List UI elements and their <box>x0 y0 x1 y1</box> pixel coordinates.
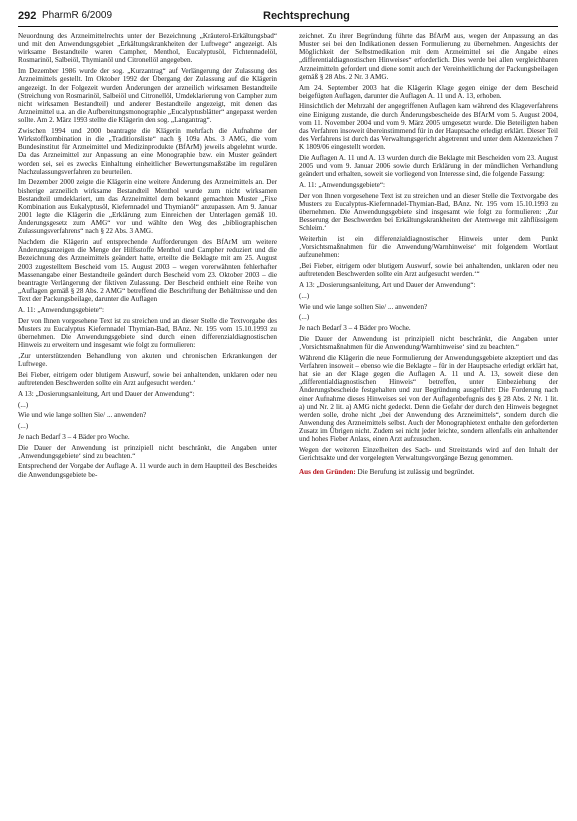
paragraph: Am 24. September 2003 hat die Klägerin Klage gegen einige der dem Bescheid beigefügten Auflagen, darunter die Auflagen A. 11 und A. 13, erhoben. <box>299 83 558 100</box>
paragraph: A. 11: „Anwendungsgebiete“: <box>299 181 385 190</box>
paragraph: Die Auflagen A. 11 und A. 13 wurden durch die Beklagte mit Bescheiden vom 23. August 2005 und vom 9. Januar 2006 sowie durch Erklärung in der mündlichen Verhandlung geändert und erhalten, soweit sie vorliegend von Interesse sind, die folgende Fassung: <box>299 153 558 179</box>
paragraph: Entsprechend der Vorgabe der Auflage A. 11 wurde auch in dem Hauptteil des Bescheides die Anwendungsgebiete be- <box>18 462 277 479</box>
paragraph: Die Dauer der Anwendung ist prinzipiell nicht beschränkt, die Angaben unter ‚Anwendungsgebiete‘ sind zu beachten.“ <box>18 443 277 460</box>
paragraph: (...) <box>18 400 29 409</box>
right-paragraphs <box>299 32 558 462</box>
paragraph: Bei Fieber, eitrigem oder blutigem Auswurf, sowie bei anhaltenden, unklaren oder neu auftretenden Beschwerden sollte ein Arzt aufgesucht werden.‘ <box>18 370 277 387</box>
journal-name: PharmR 6/2009 <box>42 10 113 21</box>
paragraph: A 13: „Dosierungsanleitung, Art und Dauer der Anwendung“: <box>299 281 476 290</box>
paragraph: Im Dezember 2000 zeigte die Klägerin eine weitere Änderung des Arzneimittels an. Der bisherige arzneilich wirksame Bestandteil Menthol wurde zum nicht wirksamen Bestandteil umdeklariert, um das Arzneimittel dem bekannt gemachten Muster „Fixe Kombination aus Eukalyptusöl, Kiefernnadel und Thymianöl“ anzupassen. Am 9. Januar 2001 legte die Klägerin die „Erklärung zum Einreichen der Unterlagen gemäß 10. Änderungsgesetz zum AMG“ vor und wählte den Weg des „bibliographischen Zulassungsverfahrens“ nach § 22 Abs. 3 AMG. <box>18 178 277 236</box>
paragraph: Je nach Bedarf 3 – 4 Bäder pro Woche. <box>299 324 411 333</box>
paragraph: Wie und wie lange sollten Sie/ ... anwenden? <box>18 411 147 420</box>
paragraph: A. 11: „Anwendungsgebiete“: <box>18 305 104 314</box>
paragraph: A 13: „Dosierungsanleitung, Art und Dauer der Anwendung“: <box>18 389 195 398</box>
paragraph: Weiterhin ist ein differenzialdiagnostischer Hinweis unter dem Punkt ‚Vorsichtsmaßnahmen für die Anwendung/Warnhinweise‘ mit folgendem Wortlaut aufzunehmen: <box>299 235 558 260</box>
paragraph: Neuordnung des Arzneimittelrechts unter der Bezeichnung „Kräuterol-Erkältungsbad“ und mit den Anwendungsgebiet „Erkältungskrankheiten der Luftwege“ angezeigt. Als wirksame Bestandteile waren Campher, Menthol, Eucalyptusöl, Fichtennadelöl, Rosmarinöl, Salbeiöl, Thymianöl und Citronellöl angegeben. <box>18 32 277 65</box>
reasons-paragraph <box>299 468 558 476</box>
section-title: Rechtsprechung <box>263 10 350 22</box>
reasons-label: Aus den Gründen: <box>299 468 356 477</box>
paragraph: Wie und wie lange sollten Sie/ ... anwenden? <box>299 302 428 311</box>
paragraph: Wegen der weiteren Einzelheiten des Sach- und Streitstands wird auf den Inhalt der Gerichtsakte und der vorgelegten Verwaltungsvorgänge Bezug genommen. <box>299 446 558 463</box>
header-rule <box>18 26 558 27</box>
paragraph: ‚Bei Fieber, eitrigem oder blutigem Auswurf, sowie bei anhaltenden, unklaren oder neu auftretenden Beschwerden sollte ein Arzt aufgesucht werden.‘“ <box>299 262 558 279</box>
paragraph: Der von Ihnen vorgesehene Text ist zu streichen und an dieser Stelle die Textvorgabe des Musters zu Eucalyptus-Kiefernnadel-Thymian-Bad, BAnz. Nr. 195 vom 15.10.1993 zu übernehmen. Die Anwendungsgebiete sind insgesamt wie folgt zu formulieren: ‚Zur Besserung der Beschwerden bei Erkältungskrankheiten der Atemwege mit zähflüssigem Schleim.‘ <box>299 191 558 233</box>
left-column <box>18 32 277 481</box>
paragraph: Zwischen 1994 und 2000 beantragte die Klägerin mehrfach die Aufnahme der Wirkstoffkombination in die „Traditionsliste“ nach § 109a Abs. 3 AMG, die vom Bundesinstitut für Arzneimittel und Medizinprodukte (BfArM) jeweils abgelehnt wurde. Da das Arzneimittel zur Anpassung an eine Monographie bzw. ein Muster geändert worden sei, sei es zwecks Einhaltung einheitlicher Bewertungsmaßstäbe im regulären Nachzulassungsverfahren zu beurteilen. <box>18 126 277 176</box>
paragraph: Je nach Bedarf 3 – 4 Bäder pro Woche. <box>18 432 130 441</box>
paragraph: (...) <box>18 422 29 430</box>
paragraph: (...) <box>299 313 310 322</box>
paragraph: Nachdem die Klägerin auf entsprechende Aufforderungen des BfArM um weitere Änderungsanzeigen die Menge der Hilfsstoffe Menthol und Campher reduziert und die Bezeichnung des Arzneimittels geändert hatte, erteilte die Beklagte mit am 25. August 2003 zugestelltem Bescheid vom 15. August 2003 – wegen vorerwähnten fehlerhafter Massenangabe einer Bestandteile geändert durch Bescheid vom 23. Oktober 2003 – die beantragte Verlängerung der fiktiven Zulassung. Der Bescheid enthielt eine Reihe von „Auflagen gemäß § 28 Abs. 2 AMG“ betreffend die Beschriftung der Behältnisse und den Text der Packungsbeilage, darunter die Auflagen <box>18 238 277 304</box>
right-column <box>299 32 558 479</box>
reasons-text: Die Berufung ist zulässig und begründet. <box>355 468 475 477</box>
paragraph: Die Dauer der Anwendung ist prinzipiell nicht beschränkt, die Angaben unter ‚Vorsichtsmaßnahmen für die Anwendung/Warnhinweise‘ sind zu beachten.“ <box>299 334 558 352</box>
paragraph: zeichnet. Zu ihrer Begründung führte das BfArM aus, wegen der Anpassung an das Muster sei bei den Indikationen dessen Formulierung zu übernehmen. Angesichts der Möglichkeit der Selbstmedikation mit dem Arzneimittel sei die Angabe eines „differentialdiagnostischen Hinweises“ erforderlich. Dies werde bei allen vergleichbaren Arzneimitteln gefordert und diene somit auch der Vereinheitlichung der Packungsbeilagen gemäß § 28 Abs. 2 Nr. 3 AMG. <box>299 32 558 81</box>
paragraph: Während die Klägerin die neue Formulierung der Anwendungsgebiete akzeptiert und das Verfahren insoweit – ebenso wie die Beklagte – für in der Hauptsache erledigt erklärt hat, hat sie an der Klage gegen die Auflagen A. 11 und A. 13, soweit diese den „differentialdiagnostischen Hinweis“ betreffen, unter Einbeziehung der Änderungsbescheide festgehalten und zur Begründung ausgeführt: Die Forderung nach einer Aufnahme dieses Hinweises sei von der Auflagenbefugnis des § 28 Abs. 2 Nr. 1 lit. a) und Nr. 2 lit. a) AMG nicht gedeckt. Denn die Gefahr der durch den Hinweis begegnet werden solle, drohe nicht „bei der Anwendung des Arzneimittels“, sondern durch die Anwendung des Arzneimittels selbst. Auch der Monographietext enthalte den geforderten Zusatz im Übrigen nicht. Zudem sei nicht jeder leichte, sondern allenfalls ein anhaltender und hohes Fieber Anlass, einen Arzt aufzusuchen. <box>299 353 558 444</box>
paragraph: Im Dezember 1986 wurde der sog. „Kurzantrag“ auf Verlängerung der Zulassung des Arzneimittels gestellt. Im Oktober 1992 der Übergang der Zulassung auf die Klägerin angezeigt. In der Folgezeit wurden Änderungen der arzneilich wirksamen Bestandteile (Streichung von Rosmarinöl, Salbeiöl und Citronellöl, Umdeklarierung von Campher zum nicht wirksamen Bestandteil) und anderer Bestandteile angezeigt, mit denen das Arzneimittel u.a. an die Aufbereitungsmonographie „Eucalyptusblätter“ angepasst werden sollte. Am 2. März 1993 stellte die Klägerin den sog. „Langantrag“. <box>18 67 277 125</box>
page-number: 292 <box>18 10 37 22</box>
paragraph: Der von Ihnen vorgesehene Text ist zu streichen und an dieser Stelle die Textvorgabe des Musters zu Eucalyptus Kiefernnadel Thymian-Bad, BAnz. Nr. 195 vom 15.10.1993 zu übernehmen. Die Anwendungsgebiete sind durch einen differenzialdiagnostischen Hinweis zu erweitern und insgesamt wie folgt zu formulieren: <box>18 316 277 350</box>
paragraph: (...) <box>299 291 310 300</box>
page-header <box>18 10 558 26</box>
paragraph: Hinsichtlich der Mehrzahl der angegriffenen Auflagen kam während des Klageverfahrens eine Einigung zustande, die durch Änderungsbescheide des BfArM vom 5. August 2004, vom 11. November 2004 und vom 9. März 2005 umgesetzt wurde. Die Beteiligten haben das Verfahren insoweit übereinstimmend für in der Hauptsache erledigt erklärt. Dieser Teil des Verfahrens ist durch das Verwaltungsgericht abgetrennt und unter dem Aktenzeichen 7 K 1809/06 eingestellt worden. <box>299 102 558 152</box>
paragraph: ‚Zur unterstützenden Behandlung von akuten und chronischen Erkrankungen der Luftwege. <box>18 351 277 369</box>
